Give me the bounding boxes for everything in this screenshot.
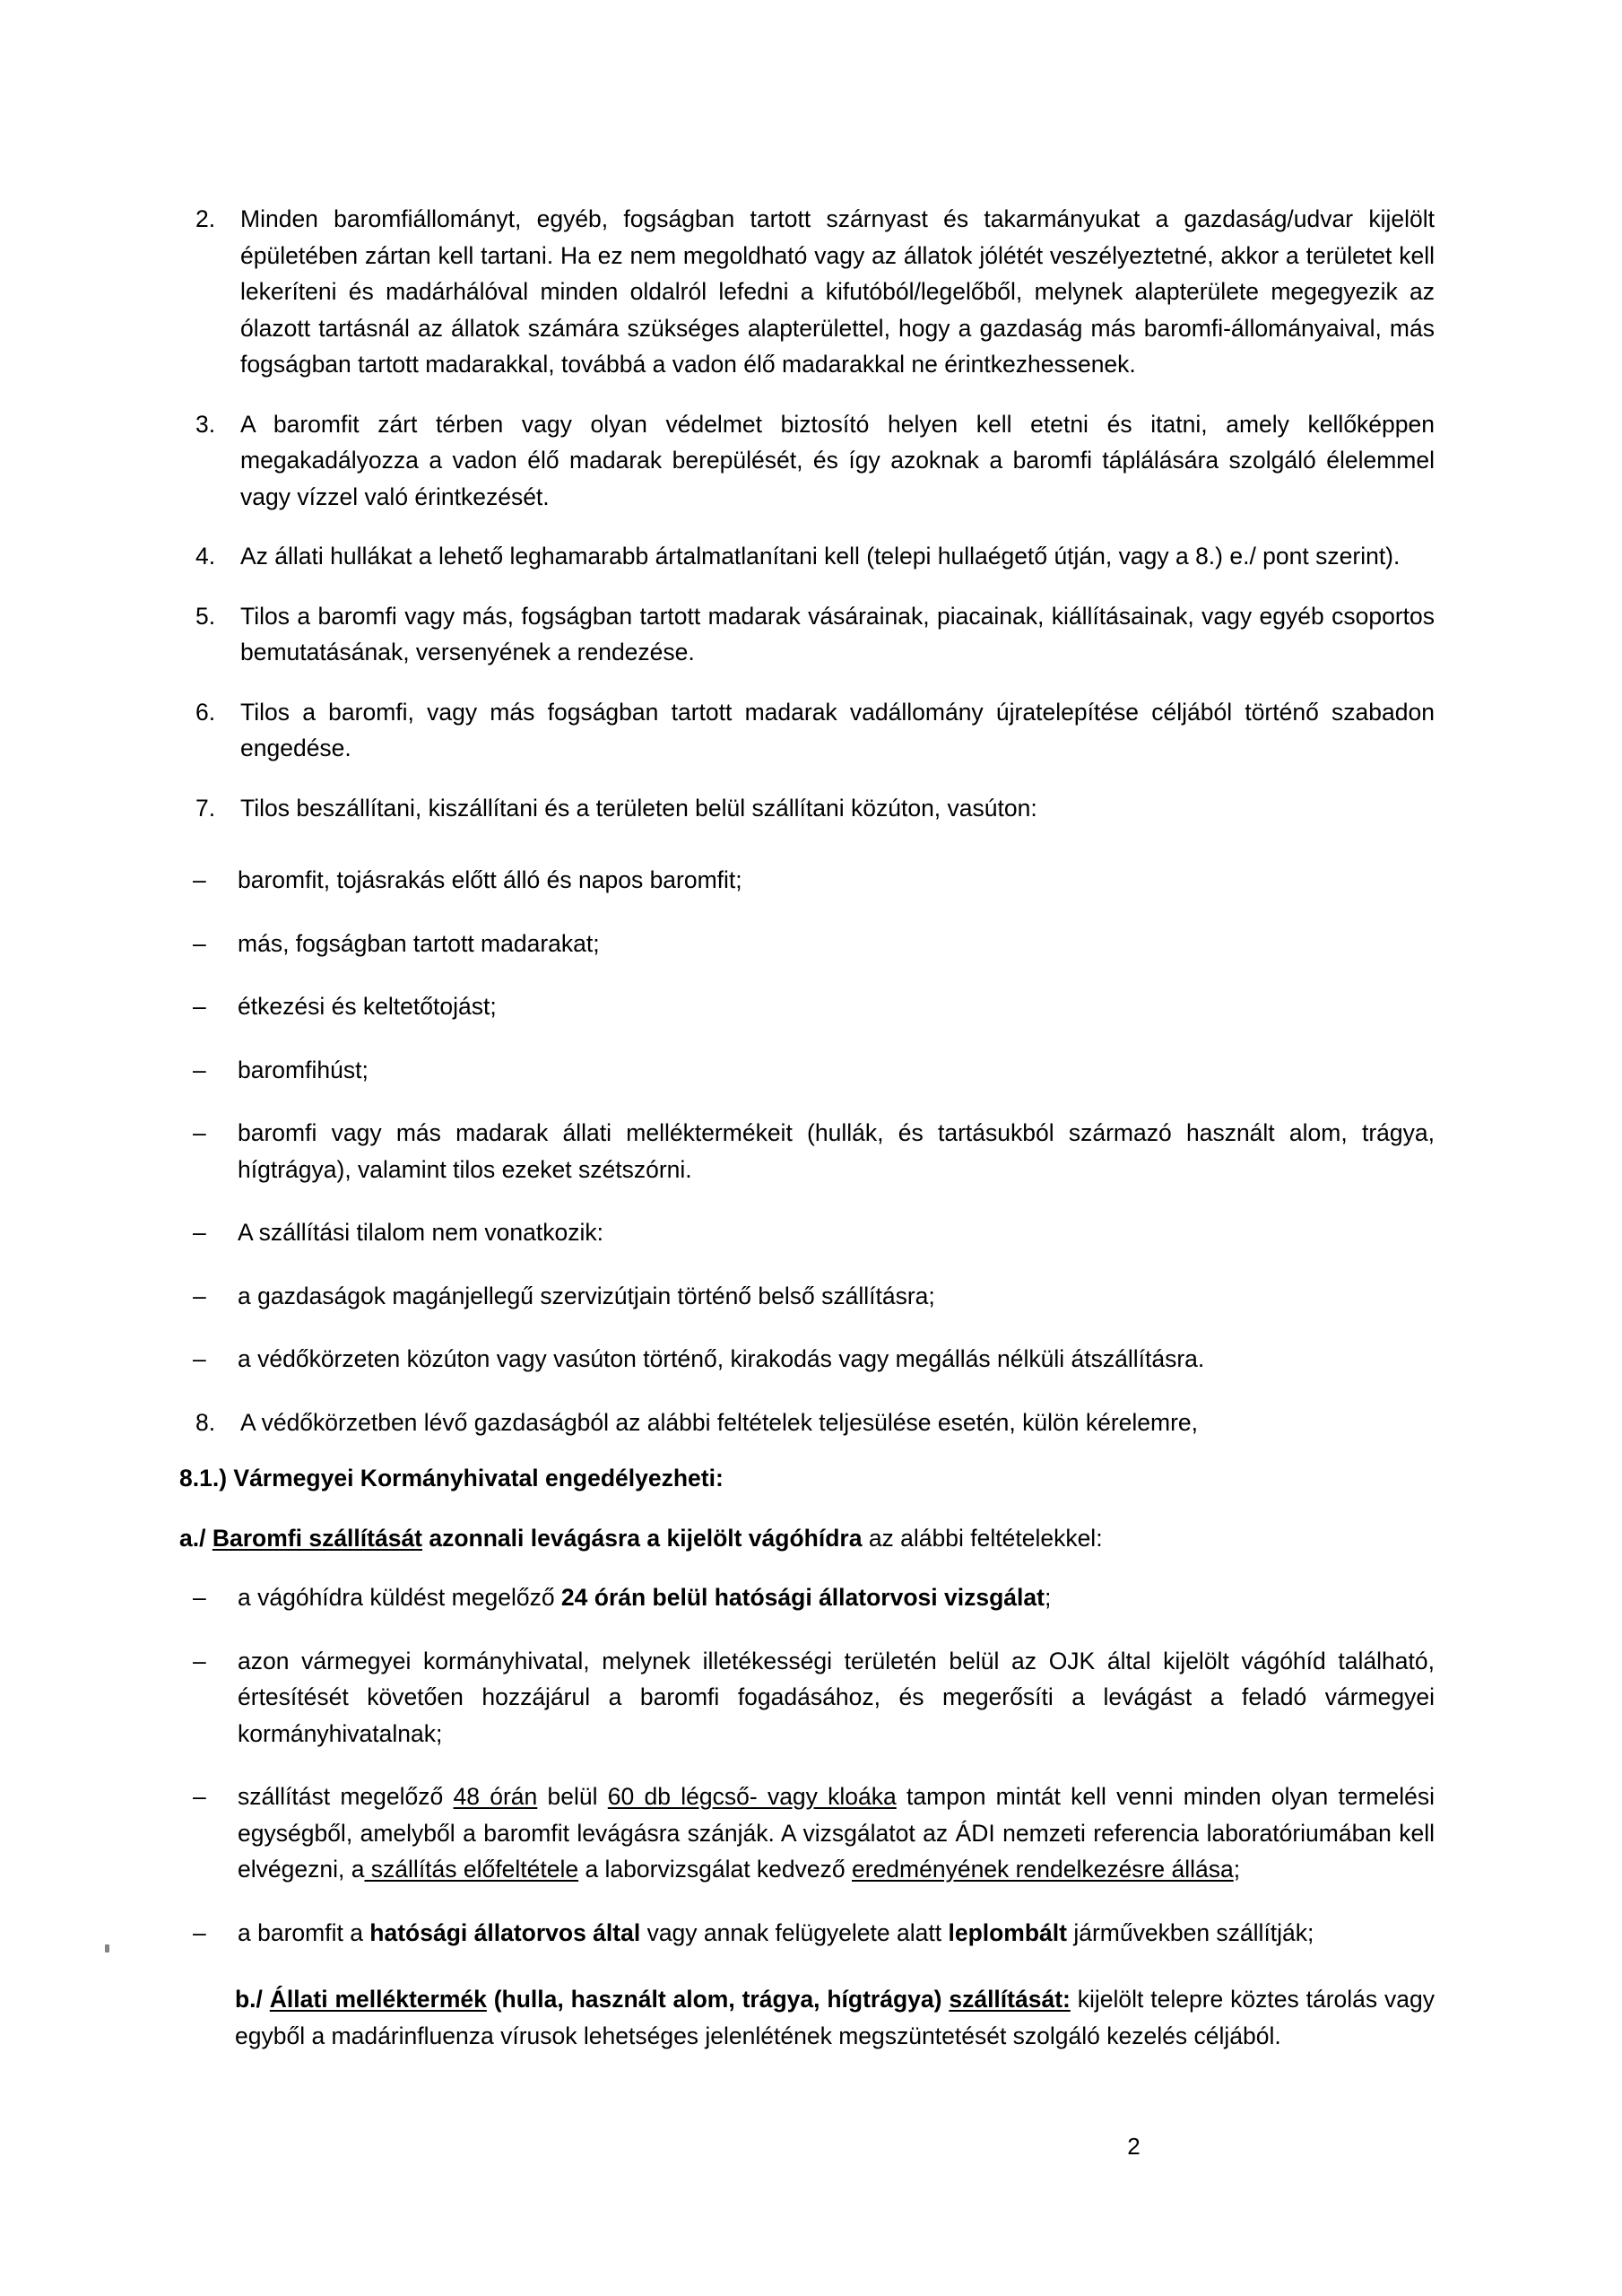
list-item-6 <box>179 694 1435 767</box>
condition-4-part-3: járművekben szállítják; <box>1066 1918 1314 1946</box>
transport-ban-entry-2 <box>179 926 1435 962</box>
transport-ban-entry-text: a védőkörzeten közúton vagy vasúton történő, kirakodás vagy megállás nélküli átszállításra. <box>238 1345 1205 1372</box>
transport-ban-entry-5 <box>179 1115 1435 1187</box>
section-b-bold-1: (hulla, használt alom, trágya, hígtrágya) <box>486 1986 950 2013</box>
list-marker: 5. <box>195 602 216 630</box>
section-b-underlined-1: Állati melléktermék <box>269 1986 487 2013</box>
condition-3-underline-2: 60 db légcső- vagy kloáka <box>607 1783 897 1810</box>
section-b-underlined-bold: szállítását: <box>949 1986 1071 2013</box>
list-item-2 <box>179 201 1435 383</box>
condition-4-part-1: a baromfit a <box>238 1918 370 1946</box>
section-a-prefix: a./ <box>179 1524 206 1552</box>
document-body <box>179 201 1435 2054</box>
condition-1-tail: ; <box>1044 1584 1052 1611</box>
transport-ban-entry-text: A szállítási tilalom nem vonatkozik: <box>238 1219 603 1246</box>
condition-4-bold-1: hatósági állatorvos által <box>369 1918 641 1946</box>
list-marker: 8. <box>195 1408 216 1436</box>
transport-ban-entry-text: baromfihúst; <box>238 1056 369 1083</box>
list-item-text: Az állati hullákat a lehető leghamarabb ártalmatlanítani kell (telepi hullaégető útján, vagy a 8.) e./ pont szerint). <box>240 543 1401 570</box>
scan-artifact-speck <box>105 1944 109 1952</box>
condition-3-part-3: tampon mintát kell venni minden olyan termelési egységből, amelyből a baromfit levágásra szánják. A vizsgálatot az ÁDI nemzeti referencia laboratóriumában kell elvégezni, a <box>238 1783 1436 1883</box>
transport-ban-entry-text: baromfit, tojásrakás előtt álló és napos baromfit; <box>238 866 742 893</box>
list-marker: 4. <box>195 543 216 570</box>
list-marker: 7. <box>195 794 216 822</box>
list-item-text: A baromfit zárt térben vagy olyan védelmet biztosító helyen kell etetni és itatni, amely kellőképpen megakadályozza a vadon élő madarak berepülését, és így azoknak a baromfi táplálására szolgáló élelemmel vagy vízzel való érintkezését. <box>240 410 1435 510</box>
list-marker: 3. <box>195 410 216 438</box>
dash-marker: – <box>193 1345 206 1372</box>
section-b-block <box>235 1981 1435 2054</box>
section-heading-8-1: 8.1.) Vármegyei Kormányhivatal engedélyezheti: <box>179 1465 724 1492</box>
condition-3-part-4: a laborvizsgálat kedvező <box>578 1856 852 1883</box>
section-a-underlined-bold: Baromfi szállítását <box>212 1524 423 1552</box>
list-item-text: Tilos a baromfi, vagy más fogságban tartott madarak vadállomány újratelepítése céljából történő szabadon engedése. <box>240 698 1435 761</box>
list-item-text: Tilos a baromfi vagy más, fogságban tartott madarak vásárainak, piacainak, kiállításainak, vagy egyéb csoportos bemutatásának, versenyének a rendezése. <box>240 602 1435 665</box>
section-b-prefix: b./ <box>235 1986 270 2013</box>
transport-ban-entry-1 <box>179 862 1435 899</box>
spacer <box>179 849 1435 862</box>
section-a-condition-2 <box>179 1643 1435 1752</box>
dash-marker: – <box>193 1584 206 1611</box>
list-item-4 <box>179 538 1435 575</box>
dash-marker: – <box>193 866 206 893</box>
transport-ban-entry-text: más, fogságban tartott madarakat; <box>238 929 600 957</box>
condition-1-lead: a vágóhídra küldést megelőző <box>238 1584 561 1611</box>
dash-marker: – <box>193 1918 206 1946</box>
transport-ban-entry-text: a gazdaságok magánjellegű szervizútjain történő belső szállításra; <box>238 1282 935 1309</box>
dash-marker: – <box>193 1119 206 1146</box>
condition-3-underline-1: 48 órán <box>453 1783 538 1810</box>
condition-1-bold: 24 órán belül hatósági állatorvosi vizsgálat <box>560 1584 1045 1611</box>
transport-ban-entry-4 <box>179 1052 1435 1089</box>
transport-ban-entry-text: baromfi vagy más madarak állati melléktermékeit (hullák, és tartásukból származó használt alom, trágya, hígtrágya), valamint tilos ezeket szétszórni. <box>238 1119 1435 1183</box>
dash-marker: – <box>193 993 206 1020</box>
dash-marker: – <box>193 1219 206 1246</box>
section-a-bold-rest: azonnali levágásra a kijelölt vágóhídra <box>422 1524 863 1552</box>
dash-marker: – <box>193 1056 206 1083</box>
dash-marker: – <box>193 1783 206 1810</box>
list-item-7 <box>179 790 1435 827</box>
section-a-condition-3 <box>179 1779 1435 1888</box>
condition-3-part-2: belül <box>537 1783 608 1810</box>
list-item-text: A védőkörzetben lévő gazdaságból az alábbi feltételek teljesülése esetén, külön kérelemre, <box>240 1408 1199 1436</box>
list-item-8 <box>179 1405 1435 1441</box>
dash-marker: – <box>193 929 206 957</box>
dash-marker: – <box>193 1282 206 1309</box>
section-heading-a <box>179 1520 1435 1557</box>
list-marker: 6. <box>195 698 216 726</box>
condition-3-underline-3: szállítás előfeltétele <box>364 1856 579 1883</box>
condition-4-part-2: vagy annak felügyelete alatt <box>640 1918 949 1946</box>
condition-2-text: azon vármegyei kormányhivatal, melynek illetékességi területén belül az OJK által kijelölt vágóhíd található, értesítését követően hozzájárul a baromfi fogadásához, és megerősíti a levágást a feladó vármegyei kormányhivatalnak; <box>238 1647 1435 1747</box>
condition-3-part-5: ; <box>1233 1856 1241 1883</box>
page-number-value: 2 <box>1127 2133 1141 2160</box>
list-item-text: Minden baromfiállományt, egyéb, fogságban tartott szárnyast és takarmányukat a gazdaság/udvar kijelölt épületében zártan kell tartani. Ha ez nem megoldható vagy az állatok jólétét veszélyeztetné, akkor a területet kell lekeríteni és madárhálóval minden oldalról lefedni a kifutóból/legelőből, melynek alapterülete megegyezik az ólazott tartásnál az állatok számára szükséges alapterülettel, hogy a gazdaság más baromfi-állományaival, más fogságban tartott madarakkal, továbbá a vadon élő madarakkal ne érintkezhessenek. <box>240 205 1435 378</box>
condition-3-part-1: szállítást megelőző <box>238 1783 454 1810</box>
page-number <box>0 2133 1622 2160</box>
transport-ban-entry-6 <box>179 1214 1435 1251</box>
list-marker: 2. <box>195 205 216 232</box>
condition-3-underline-4: eredményének rendelkezésre állása <box>852 1856 1234 1883</box>
transport-ban-entry-3 <box>179 988 1435 1025</box>
list-item-5 <box>179 598 1435 671</box>
dash-marker: – <box>193 1647 206 1674</box>
list-item-text: Tilos beszállítani, kiszállítani és a területen belül szállítani közúton, vasúton: <box>240 794 1037 822</box>
transport-ban-entry-7 <box>179 1278 1435 1315</box>
transport-ban-entry-8 <box>179 1341 1435 1378</box>
section-a-tail: az alábbi feltételekkel: <box>862 1524 1103 1552</box>
list-item-3 <box>179 406 1435 516</box>
section-a-condition-4 <box>179 1915 1435 1952</box>
section-b-tail: kijelölt telepre köztes tárolás vagy egyből a madárinfluenza vírusok lehetséges jelenlétének megszüntetését szolgáló kezelés céljából. <box>235 1986 1435 2049</box>
transport-ban-entry-text: étkezési és keltetőtojást; <box>238 993 497 1020</box>
section-a-condition-1 <box>179 1579 1435 1616</box>
condition-4-bold-2: leplombált <box>948 1918 1067 1946</box>
